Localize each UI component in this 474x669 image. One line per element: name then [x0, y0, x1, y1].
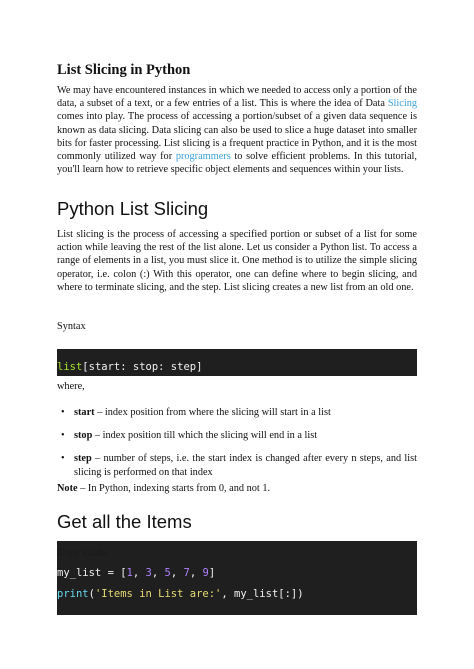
page-title: List Slicing in Python [57, 62, 191, 78]
code-number: 1 [126, 567, 133, 579]
code-sep: , [170, 567, 184, 579]
intro-text-start: We may have encountered instances in which we needed to access only a portion of the data, a subset of a text, or a few entries of a list. This is where the idea of Data [57, 85, 417, 110]
param-desc: – number of steps, i.e. the start index is changed after every n steps, and list slicing is performed on that index [74, 453, 417, 478]
code-keyword: list [57, 361, 83, 373]
code-sep: , [189, 567, 203, 579]
code-number: 9 [202, 567, 209, 579]
list-item [57, 406, 417, 419]
code-var: my_list = [ [57, 567, 127, 579]
note-text [57, 483, 270, 494]
param-term: step [74, 453, 92, 465]
parameter-list [57, 406, 417, 489]
bullet-icon: • [61, 407, 65, 418]
list-item [57, 429, 417, 442]
intro-text-end: to solve efficient problems. In this tutorial, you'll learn how to retrieve specific object elements and sequences within your lists. [57, 151, 417, 176]
list-slicing-paragraph: List slicing is the process of accessing a specified portion or subset of a list for some action while leaving the rest of the list alone. Let us consider a Python list. To access a range of elements in a list, you must slice it. One method is to utilize the simple slicing operator, i.e. colon (:) With this operator, one can define where to begin slicing, and where to terminate slicing, and the step. List slicing creates a new list from an old one. [57, 229, 417, 293]
note-body: – In Python, indexing starts from 0, and not 1. [77, 483, 271, 494]
list-item [57, 452, 417, 478]
code-args: [start: stop: step] [82, 361, 203, 373]
code-string: 'Items in List are:' [94, 588, 222, 600]
param-term: start [74, 407, 95, 418]
slicing-link[interactable]: Slicing [387, 98, 417, 110]
section-heading-get-all-items: Get all the Items [57, 511, 192, 532]
copy-code-button[interactable]: Copy Code [57, 548, 108, 559]
code-line-1 [57, 567, 417, 580]
param-desc: – index position from where the slicing will start in a list [94, 407, 331, 418]
code-number: 3 [145, 567, 152, 579]
example-code-block [57, 541, 417, 615]
note-term: Note [57, 483, 78, 494]
code-paren: ( [88, 588, 95, 600]
where-label: where, [57, 381, 85, 392]
code-number: 5 [164, 567, 171, 579]
code-args: , my_list[:]) [221, 588, 304, 600]
code-number: 7 [183, 567, 190, 579]
bullet-icon: • [61, 453, 65, 465]
intro-text-middle: comes into play. The process of accessing a portion/subset of a given data sequence is known as data slicing. Data slicing can also be used to slice a huge dataset into smaller bits for faster processing. List slicing is a frequent practice in Python, and it is the most commonly utilized way for [57, 111, 417, 163]
code-function: print [57, 588, 89, 600]
code-sep: , [151, 567, 165, 579]
bullet-icon: • [61, 430, 65, 442]
intro-paragraph [57, 84, 417, 176]
param-desc: – index position till which the slicing will end in a list [92, 430, 318, 442]
code-line-2 [57, 588, 417, 601]
section-heading-list-slicing: Python List Slicing [57, 198, 209, 219]
syntax-label: Syntax [57, 321, 86, 332]
code-sep: , [132, 567, 146, 579]
programmers-link[interactable]: programmers [175, 151, 231, 163]
param-term: stop [74, 430, 93, 442]
syntax-code-line [57, 361, 417, 374]
code-bracket: ] [208, 567, 216, 579]
syntax-code-block [57, 349, 417, 376]
